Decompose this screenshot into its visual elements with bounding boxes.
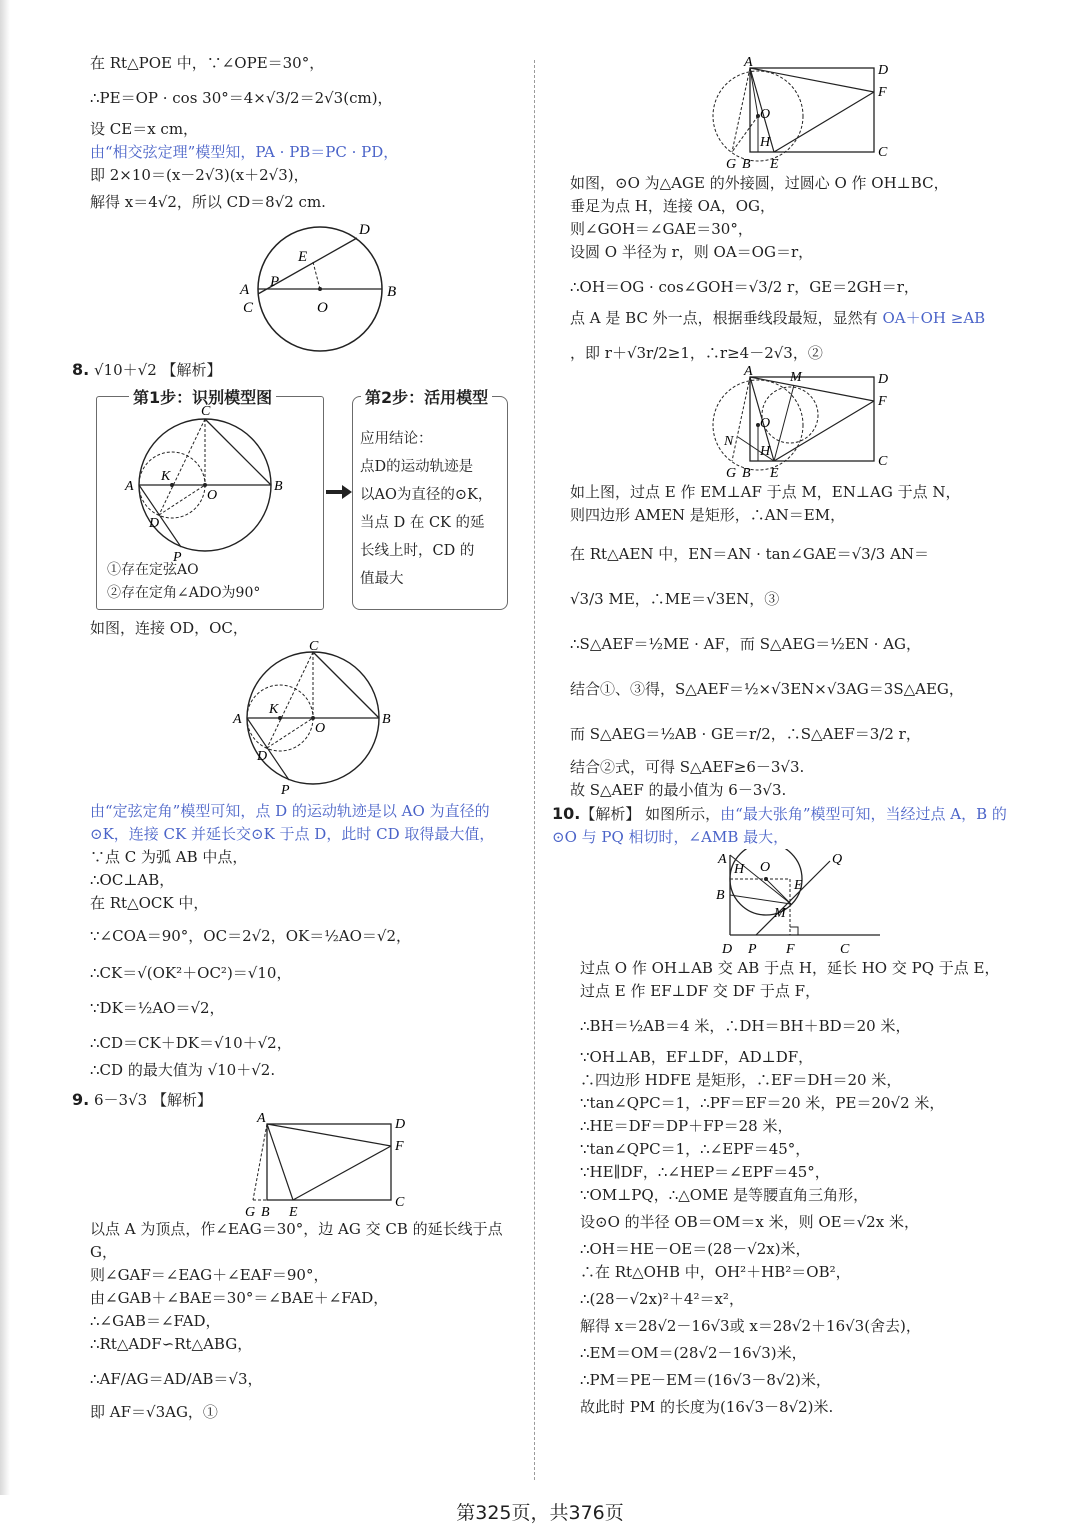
figure-label-O: O (760, 107, 771, 122)
answer: 6－3√3 (94, 1091, 148, 1109)
text-line: ∴CD 的最大值为 √10＋√2. (90, 1061, 276, 1079)
text-line: 即 AF＝√3AG，① (90, 1403, 218, 1421)
text-line: ∴CK＝√(OK²＋OC²)＝√10， (90, 964, 292, 982)
figure-label-A: A (744, 56, 753, 70)
figure-label-A: A (233, 712, 242, 727)
text-line: 结合②式，可得 S△AEF≥6－3√3. (570, 758, 805, 776)
step1-note: ②存在定角∠ADO为90° (107, 585, 261, 601)
figure-label-P: P (173, 550, 182, 565)
text-line: 在 Rt△OCK 中， (90, 894, 209, 912)
figure-label-M: M (790, 370, 802, 385)
step2-box (352, 388, 508, 610)
figure-label-H: H (760, 444, 771, 459)
figure-label-D: D (878, 372, 889, 387)
figure-label-B: B (382, 712, 391, 727)
step1-note: ①存在定弦AO (107, 562, 199, 578)
question-number: 9. (72, 1090, 90, 1109)
step2-line: 以AO为直径的⊙K， (360, 487, 493, 503)
figure-label-Q: Q (832, 852, 843, 867)
figure-label-B: B (716, 888, 725, 903)
figure-label-A: A (744, 365, 753, 379)
step1-title: 第1步：识别模型图 (129, 385, 276, 408)
figure-label-F: F (786, 942, 795, 957)
figure-label-F: F (395, 1139, 404, 1154)
figure-label-O: O (315, 721, 326, 736)
text-line: 设圆 O 半径为 r，则 OA＝OG＝r， (570, 243, 814, 261)
text-line: 如上图，过点 E 作 EM⊥AF 于点 M，EN⊥AG 于点 N， (570, 483, 961, 501)
figure-label-F: F (878, 394, 887, 409)
figure-label-O: O (317, 300, 328, 316)
text-line: ∴Rt△ADF∽Rt△ABG， (90, 1335, 253, 1353)
step1-box (96, 388, 324, 610)
text-line: ∵点 C 为弧 AB 中点， (90, 848, 248, 866)
text-line: 设 CE＝x cm， (90, 120, 199, 138)
q10-header (552, 802, 1010, 849)
figure-label-P: P (281, 783, 290, 798)
text-line: 垂足为点 H，连接 OA，OG， (570, 197, 776, 215)
figure-label-E: E (770, 466, 779, 481)
text-span: 如图所示， (645, 805, 721, 823)
figure-label-D: D (149, 516, 160, 531)
left-column (72, 52, 520, 1424)
figure-label-O: O (760, 416, 771, 431)
model-steps-box (96, 386, 520, 611)
figure-label-E: E (289, 1205, 298, 1218)
figure-label-A: A (257, 1112, 266, 1126)
text-line: 而 S△AEG＝½AB · GE＝r/2，∴S△AEF＝3/2 r， (570, 725, 921, 743)
step2-line: 点D的运动轨迹是 (360, 459, 474, 475)
step2-line: 长线上时，CD 的 (360, 543, 475, 559)
rectangle-figure (205, 1112, 405, 1218)
figure-label-A: A (125, 479, 134, 494)
q10-solution (580, 957, 1010, 1419)
text-line: ∴OH＝HE－OE＝(28－√2x)米， (580, 1240, 811, 1258)
figure-label-G: G (245, 1205, 256, 1218)
figure-label-A: A (718, 852, 727, 867)
text-line: 在 Rt△AEN 中，EN＝AN · tan∠GAE＝√3/3 AN＝ (570, 545, 930, 563)
figure-label-F: F (878, 85, 887, 100)
column-divider (534, 60, 535, 1480)
text-line: 解得 x＝28√2－16√3或 x＝28√2＋16√3(舍去)， (580, 1317, 921, 1335)
text-line: 在 Rt△POE 中，∵∠OPE＝30°， (90, 54, 325, 72)
figure-label-C: C (243, 300, 254, 316)
text-line: ∴CD＝CK＋DK＝√10＋√2， (90, 1034, 292, 1052)
text-line: 故此时 PM 的长度为(16√3－8√2)米. (580, 1398, 834, 1416)
analysis-tag: 【解析】 (151, 1091, 212, 1109)
text-line: ∴PE＝OP · cos 30°＝4×√3/2＝2√3(cm)， (90, 89, 393, 107)
highlight-span: OA＋OH ≥AB (882, 309, 986, 327)
text-line: ，即 r＋√3r/2≥1，∴r≥4－2√3，② (570, 344, 823, 362)
page-edge-shadow (0, 0, 10, 1495)
text-line (570, 307, 1010, 330)
text-line: ∵OH⊥AB，EF⊥DF，AD⊥DF， (580, 1048, 814, 1066)
text-line: ∴在 Rt△OHB 中，OH²＋HB²＝OB²， (580, 1263, 851, 1281)
text-line: 由∠GAB＋∠BAE＝30°＝∠BAE＋∠FAD， (90, 1289, 389, 1307)
text-line: ∴OH＝OG · cos∠GOH＝√3/2 r，GE＝2GH＝r， (570, 278, 919, 296)
q9-header (72, 1088, 520, 1112)
step2-line: 值最大 (360, 571, 404, 587)
text-line: ∴BH＝½AB＝4 米，∴DH＝BH＋BD＝20 米， (580, 1017, 911, 1035)
figure-label-C: C (878, 145, 888, 160)
figure-label-D: D (722, 942, 733, 957)
figure-label-C: C (878, 454, 888, 469)
text-line: 结合①、③得，S△AEF＝½×√3EN×√3AG＝3S△AEG， (570, 680, 964, 698)
text-span: 点 A 是 BC 外一点，根据垂线段最短，显然有 (570, 309, 878, 327)
figure-label-E: E (298, 249, 308, 265)
q8-header (72, 358, 520, 382)
right-column (552, 56, 1010, 1419)
figure-label-G: G (726, 466, 737, 481)
text-line: ∵DK＝½AO＝√2， (90, 999, 225, 1017)
step2-line: 当点 D 在 CK 的延 (360, 515, 485, 531)
circle-figure-chord (205, 214, 405, 354)
figure-label-N: N (724, 434, 734, 449)
answer: √10＋√2 (94, 361, 157, 379)
text-line: ∴OC⊥AB， (90, 871, 175, 889)
page-footer: 第325页，共376页 (456, 1502, 624, 1524)
text-line: 故 S△AEF 的最小值为 6－3√3. (570, 781, 787, 799)
arrow-right-icon (324, 482, 354, 502)
highlight-paragraph: 由“定弦定角”模型可知，点 D 的运动轨迹是以 AO 为直径的⊙K，连接 CK 并延长交⊙K 于点 D，此时 CD 取得最大值， (90, 802, 495, 843)
step2-text (360, 425, 492, 593)
text-line: ∵HE∥DF，∴∠HEP＝∠EPF＝45°， (580, 1163, 830, 1181)
figure-label-E: E (770, 157, 779, 172)
figure-label-A: A (240, 282, 250, 298)
text-line: ∵OM⊥PQ，∴△OME 是等腰直角三角形， (580, 1186, 869, 1204)
figure-label-B: B (742, 157, 751, 172)
text-line: ∴∠GAB＝∠FAD， (90, 1312, 221, 1330)
figure-label-E: E (794, 878, 803, 893)
figure-label-C: C (201, 404, 211, 419)
text-line: 如图，连接 OD，OC， (90, 619, 248, 637)
figure-label-O: O (760, 860, 771, 875)
figure-label-C: C (395, 1195, 405, 1210)
figure-label-B: B (261, 1205, 270, 1218)
analysis-tag: 【解析】 (580, 805, 641, 823)
figure-label-B: B (742, 466, 751, 481)
tangent-circle-figure (690, 849, 890, 957)
text-line: ∴PM＝PE－EM＝(16√3－8√2)米， (580, 1371, 831, 1389)
figure-label-D: D (257, 749, 268, 764)
figure-label-O: O (207, 488, 218, 503)
text-line: 则∠GOH＝∠GAE＝30°， (570, 220, 753, 238)
figure-label-H: H (734, 862, 745, 877)
question-number: 8. (72, 360, 90, 379)
text-line: 即 2×10＝(x－2√3)(x＋2√3)， (90, 166, 309, 184)
figure-label-G: G (726, 157, 737, 172)
figure-label-K: K (269, 702, 279, 717)
figure-label-C: C (840, 942, 850, 957)
text-line: ∵∠COA＝90°，OC＝2√2，OK＝½AO＝√2， (90, 927, 411, 945)
text-line: ∴EM＝OM＝(28√2－16√3)米， (580, 1344, 807, 1362)
highlight-span: 由“最大张角”模型可知，当经过点 A，B 的⊙O 与 PQ 相切时，∠AMB 最大， (552, 805, 1007, 846)
figure-label-P: P (748, 942, 757, 957)
figure-label-B: B (274, 479, 283, 494)
figure-label-D: D (395, 1117, 405, 1132)
text-line: 过点 O 作 OH⊥AB 交 AB 于点 H，延长 HO 交 PQ 于点 E，过点 E 作 EF⊥DF 交 DF 于点 F， (580, 959, 1000, 1000)
text-line: ∴S△AEF＝½ME · AF，而 S△AEG＝½EN · AG， (570, 635, 922, 653)
text-line: ∵tan∠QPC＝1，∴PF＝EF＝20 米，PE＝20√2 米， (580, 1094, 945, 1112)
rectangle-circle-figure (690, 56, 890, 172)
highlight-line: 由“相交弦定理”模型知，PA · PB＝PC · PD， (90, 143, 399, 161)
figure-label-K: K (161, 469, 171, 484)
text-line: 以点 A 为顶点，作∠EAG＝30°，边 AG 交 CB 的延长线于点 G， (90, 1220, 503, 1261)
text-line: ∵tan∠QPC＝1，∴∠EPF＝45°， (580, 1140, 811, 1158)
question-number: 10. (552, 804, 581, 823)
figure-label-B: B (387, 284, 397, 300)
figure-label-H: H (760, 135, 771, 150)
figure-label-C: C (309, 640, 319, 654)
figure-label-D: D (878, 63, 889, 78)
rectangle-circle-figure-mn (690, 365, 890, 481)
text-line: 则四边形 AMEN 是矩形，∴AN＝EM， (570, 506, 846, 524)
figure-label-P: P (270, 274, 280, 290)
analysis-tag: 【解析】 (161, 361, 222, 379)
figure-label-M: M (774, 906, 786, 921)
text-line: 如图，⊙O 为△AGE 的外接圆，过圆心 O 作 OH⊥BC， (570, 174, 949, 192)
text-line: 设⊙O 的半径 OB＝OM＝x 米，则 OE＝√2x 米， (580, 1213, 919, 1231)
text-line: ∴(28－√2x)²＋4²＝x²， (580, 1290, 744, 1308)
text-line: ∴AF/AG＝AD/AB＝√3， (90, 1370, 263, 1388)
circle-figure-k (205, 640, 405, 798)
figure-label-D: D (359, 222, 370, 238)
text-line: 则∠GAF＝∠EAG＋∠EAF＝90°， (90, 1266, 329, 1284)
step2-line: 应用结论： (360, 431, 433, 447)
text-line: √3/3 ME，∴ME＝√3EN，③ (570, 590, 780, 608)
text-line: ∴HE＝DF＝DP＋FP＝28 米， (580, 1117, 793, 1135)
text-line: 解得 x＝4√2，所以 CD＝8√2 cm. (90, 193, 326, 211)
step2-title: 第2步：活用模型 (361, 385, 492, 408)
text-line: ∴四边形 HDFE 是矩形，∴EF＝DH＝20 米， (580, 1071, 902, 1089)
